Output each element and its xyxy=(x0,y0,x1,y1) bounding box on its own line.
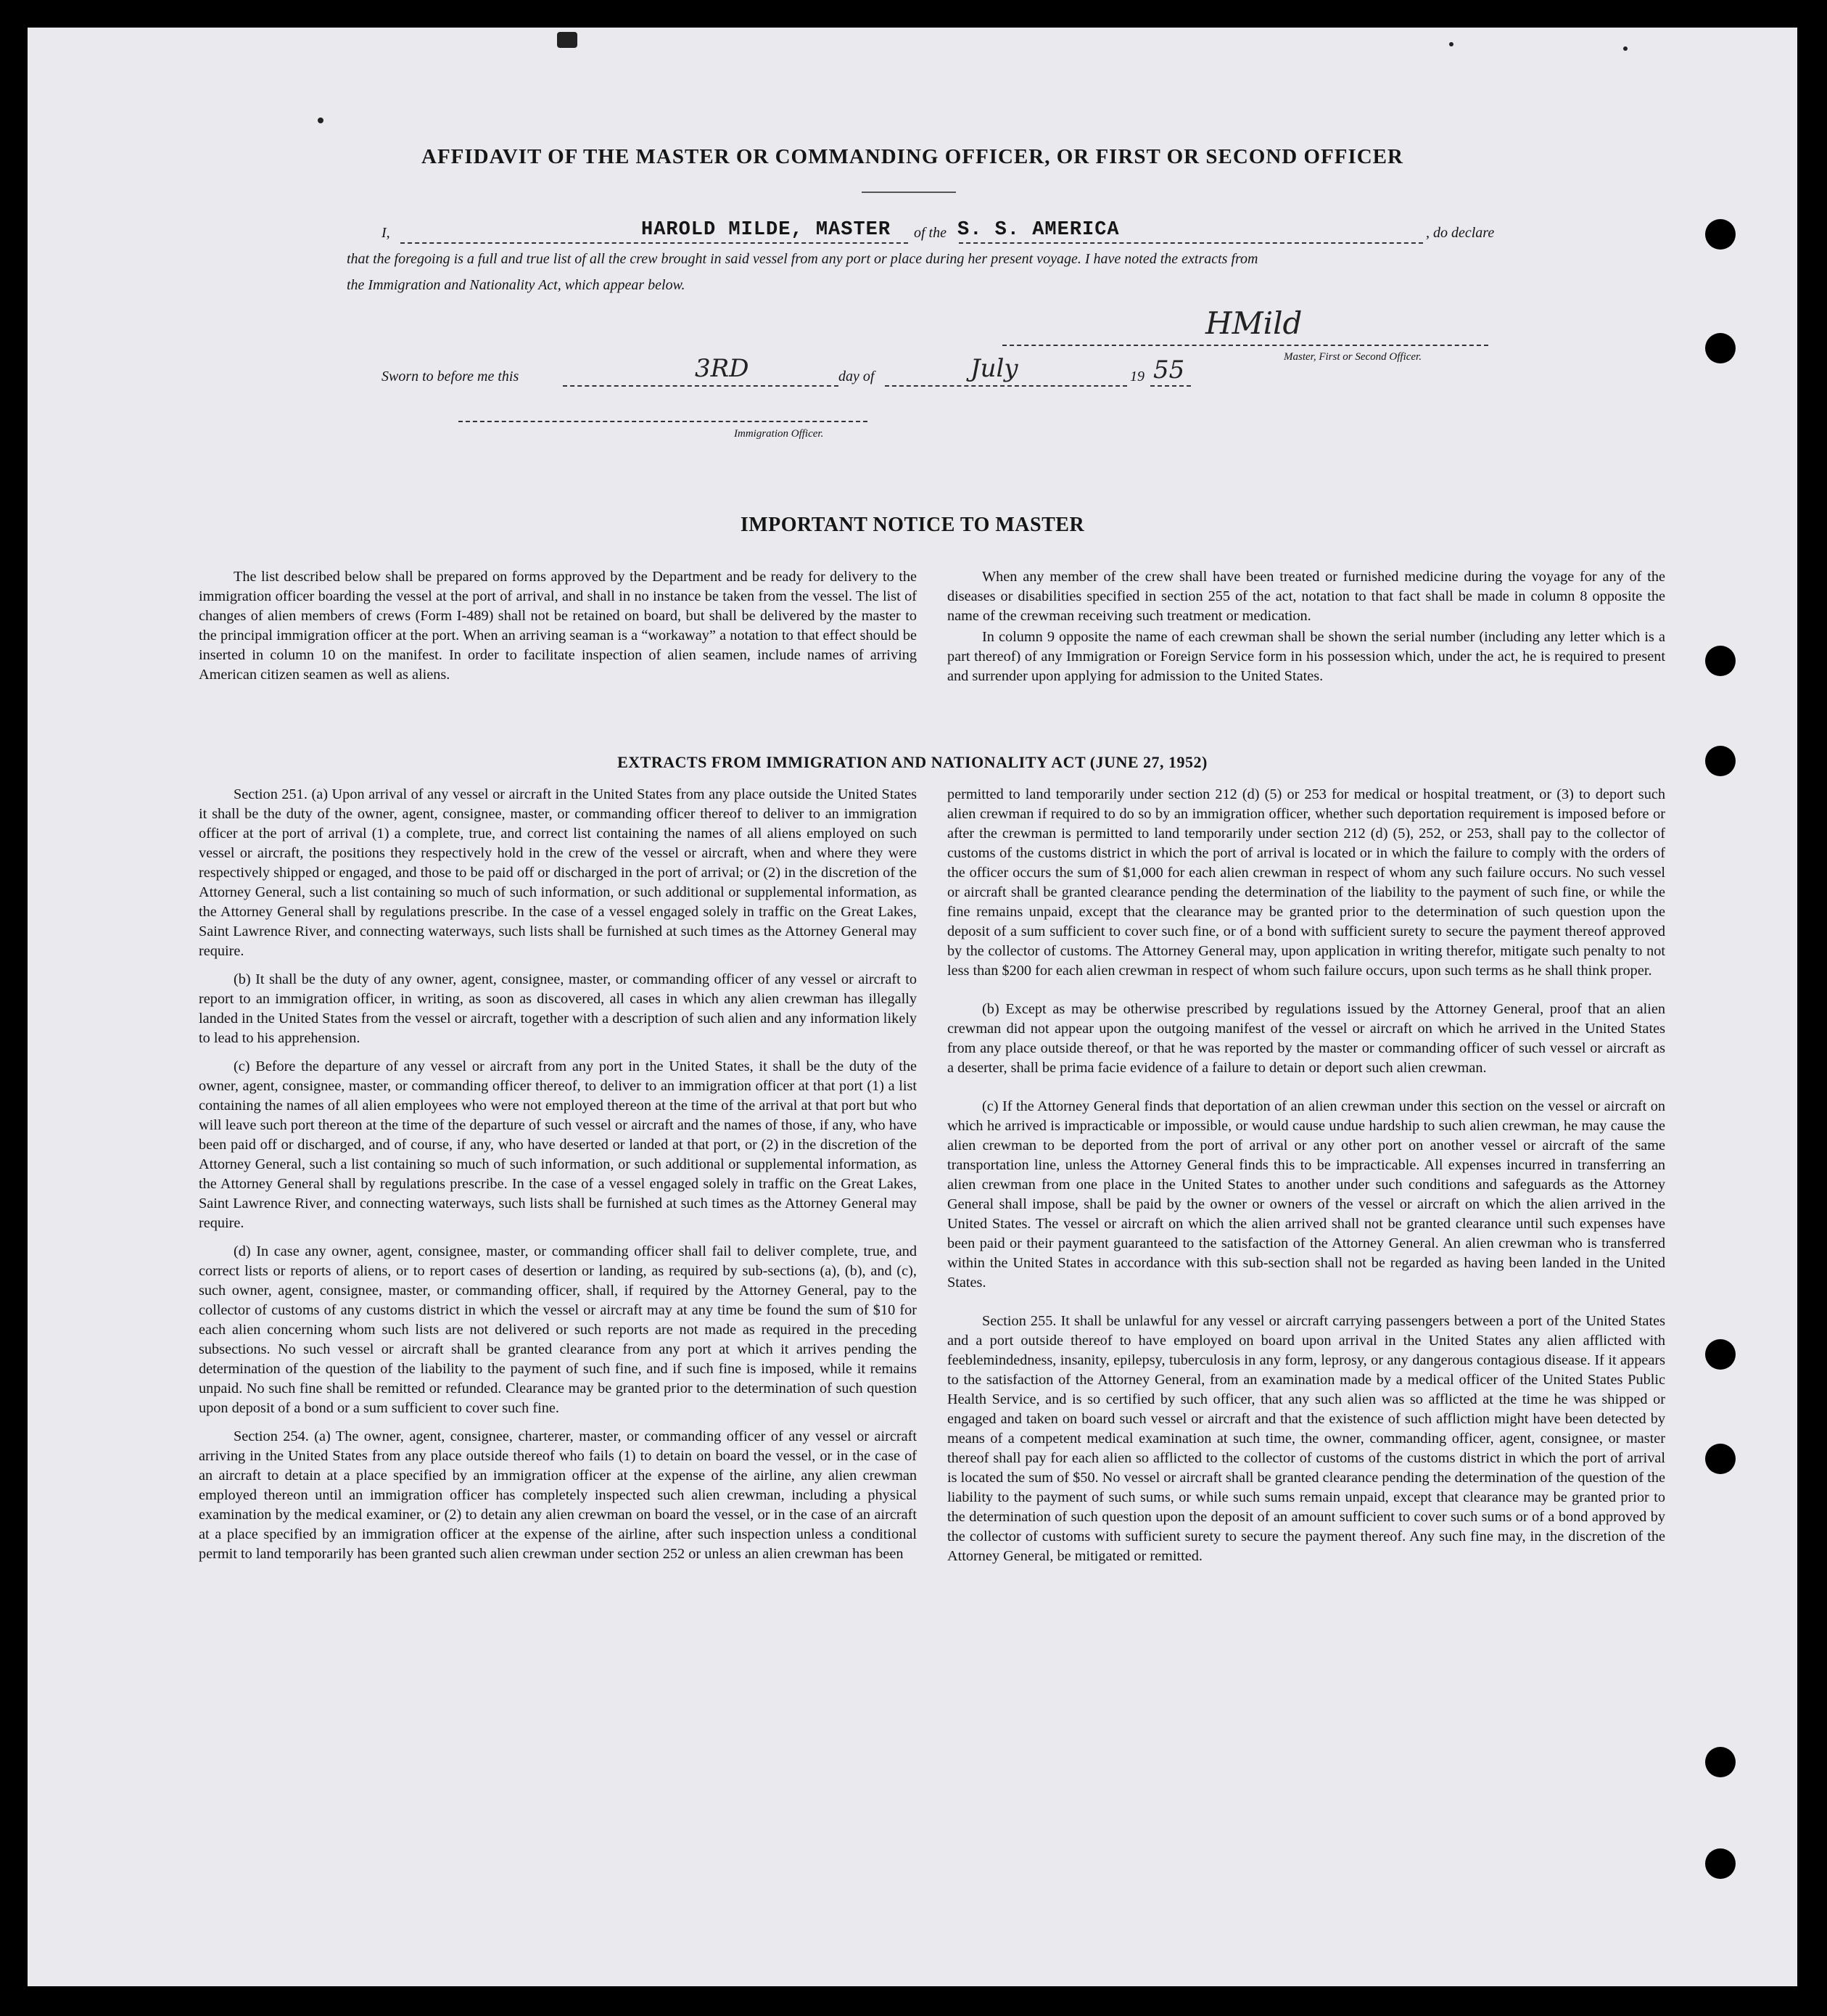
binder-hole xyxy=(1705,1848,1736,1879)
day-of-label: day of xyxy=(838,369,875,384)
signature-caption: Master, First or Second Officer. xyxy=(1284,351,1422,363)
notice-title: IMPORTANT NOTICE TO MASTER xyxy=(740,514,1085,536)
section-251-a: Section 251. (a) Upon arrival of any vessel or aircraft in the United States from any place outside the United States it shall be the duty of the owner, agent, consignee, master, or commanding officer thereof to deliver to an immigration officer at the port of arrival (1) a complete, true, and correct list containing the names of all aliens employed on such vessel or aircraft, the positions they respectively hold in the crew of the vessel or aircraft, when and where they were respectively shipped or engaged, and those to be paid off or discharged in the port of arrival; or (2) in the discretion of the Attorney General, such a list containing so much of such information, or such additional or supplemental information, as the Attorney General shall by regulations prescribe. In the case of a vessel engaged solely in traffic on the Great Lakes, Saint Lawrence River, and connecting waterways, such lists shall be furnished at such times as the Attorney General may require. xyxy=(199,786,917,959)
binder-hole xyxy=(1705,1444,1736,1474)
binder-hole xyxy=(1705,1339,1736,1370)
notice-right-column xyxy=(947,567,1665,692)
scan-speck xyxy=(1623,46,1628,51)
extracts-right-column xyxy=(947,785,1665,1575)
binder-hole xyxy=(1705,333,1736,363)
scan-speck xyxy=(557,32,577,48)
extracts-left-column xyxy=(199,785,917,1573)
title-rule xyxy=(862,192,956,193)
sworn-label: Sworn to before me this xyxy=(382,369,519,384)
section-254-a: Section 254. (a) The owner, agent, consignee, charterer, master, or commanding officer of any vessel or aircraft arriving in the United States from any place outside thereof who fails (1) to detain on board the vessel, or in the case of an aircraft to detain at a place specified by an immigration officer at the expense of the airline, any alien crewman employed thereon until an immigration officer has completely inspected such alien crewman, including a physical examination by the medical examiner, or (2) to detain any alien crewman on board the vessel, or in the case of an aircraft at a place specified by an immigration officer at the expense of the airline, after such inspection unless a conditional permit to land temporarily has been granted such alien crewman under section 252 or unless an alien crewman has been xyxy=(199,1428,917,1562)
section-251-c: (c) Before the departure of any vessel or aircraft from any port in the United States, it shall be the duty of the owner, agent, consignee, master, or commanding officer thereof, to deliver to an immigration officer at that port (1) a list containing the names of all alien employees who were not employed thereon at the time of the arrival at that port but who will leave such port thereon at the time of the departure of such vessel or aircraft and the names of those, if any, who have been paid off or discharged, and of course, if any, who have deserted or landed at that port, or (2) in the discretion of the Attorney General, such a list containing so much of such information, or such additional or supplemental information, as the Attorney General shall by regulations prescribe. In the case of a vessel engaged solely in traffic on the Great Lakes, Saint Lawrence River, and connecting waterways, such lists shall be furnished at such times as the Attorney General may require. xyxy=(199,1058,917,1231)
declaration-line-1: that the foregoing is a full and true list of all the crew brought in said vessel from any port or place during her present voyage. I have noted the extracts from xyxy=(347,251,1258,267)
year-line xyxy=(1150,385,1191,387)
vessel-name: S. S. AMERICA xyxy=(957,219,1120,241)
section-254-a-continued: permitted to land temporarily under section 212 (d) (5) or 253 for medical or hospital treatment, or (3) to deport such alien crewman if required to do so by an immigration officer, whether such deportation requirement is imposed before or after the crewman is permitted to land temporarily under section 212 (d) (5), 252, or 253, shall pay to the collector of customs of the customs district in which the port of arrival is located or in which the failure to comply with the orders of the officer occurs the sum of $1,000 for each alien crewman in respect of whom any such failure occurs. No such vessel or aircraft shall be granted clearance pending the determination of the liability to the payment of such fine, or while the fine remains unpaid, except that the clearance may be granted prior to the determination of such question upon the deposit of a sum sufficient to cover such fine, or of a bond with sufficient surety to secure the payment thereof approved by the collector of customs. The Attorney General may, upon application in writing therefor, mitigate such penalty to not less than $200 for each alien crewman in respect of whom such failure occurs, upon such terms as he shall think proper. xyxy=(947,786,1665,979)
officer-caption: Immigration Officer. xyxy=(734,428,824,440)
sworn-month: July xyxy=(970,354,1018,383)
document-page xyxy=(28,28,1797,1986)
section-251-d: (d) In case any owner, agent, consignee, master, or commanding officer shall fail to deliver complete, true, and correct lists or reports of aliens, or to report cases of desertion or landing, as required by sub-sections (a), (b), and (c), such owner, agent, consignee, master, or commanding officer, shall, if required by the Attorney General, pay to the collector of customs of any customs district in which the vessel or aircraft may at any time be found the sum of $10 for each alien concerning whom such lists are not delivered or such reports are not made as required in the preceding subsections. No such vessel or aircraft shall be granted clearance from any port at which it arrives pending the determination of the question of the liability to the payment of such fine, and if such fine is imposed, while it remains unpaid. No such fine shall be remitted or refunded. Clearance may be granted prior to the determination of such question upon deposit of a bond or a sum sufficient to cover such fine. xyxy=(199,1243,917,1416)
sworn-month-line xyxy=(885,385,1127,387)
sworn-day: 3RD xyxy=(695,354,749,383)
scan-speck xyxy=(1449,42,1453,46)
declaration-line-2: the Immigration and Nationality Act, which appear below. xyxy=(347,277,685,293)
section-254-b: (b) Except as may be otherwise prescribed by regulations issued by the Attorney General, proof that an alien crewman did not appear upon the outgoing manifest of the vessel or aircraft on which he arrived in the United States from any place outside thereof, or that he was reported by the master or commanding officer of such vessel or aircraft as a deserter, shall be prima facie evidence of a failure to detain or deport such alien crewman. xyxy=(947,1001,1665,1076)
notice-left-paragraph: The list described below shall be prepared on forms approved by the Department and be ready for delivery to the immigration officer boarding the vessel at the port of arrival, and shall in no instance be taken from the vessel. The list of changes of alien members of crews (Form I-489) shall not be retained on board, but shall be delivered by the master to the principal immigration officer at the port. When an arriving seaman is a “workaway” a notation to that effect should be inserted in column 10 on the manifest. In order to facilitate inspection of alien seamen, include names of arriving American citizen seamen as well as aliens. xyxy=(199,569,917,683)
officer-signature-line xyxy=(458,421,867,422)
section-255: Section 255. It shall be unlawful for any vessel or aircraft carrying passengers between a port of the United States and a port outside thereof to have employed on board upon arrival in the United States any alien afflicted with feeblemindedness, insanity, epilepsy, tuberculosis in any form, leprosy, or any dangerous contagious disease. If it appears to the satisfaction of the Attorney General, from an examination made by a medical officer of the United States Public Health Service, and is so certified by such officer, that any such alien was so afflicted at the time he was shipped or engaged and taken on board such vessel or aircraft and that the existence of such affliction might have been detected by means of a competent medical examination at such time, the owner, commanding officer, agent, consignee, or master thereof shall pay for each alien so afflicted to the collector of customs of the customs district in which the port of arrival is located the sum of $50. No vessel or aircraft shall be granted clearance pending the determination of the question of the liability to the payment of such sums, or while such sums remain unpaid, except that clearance may be granted prior to the determination of such question upon the deposit of an amount sufficient to cover such sums or of a bond approved by the collector of customs with sufficient surety to secure the payment thereof. Any such fine may, in the discretion of the Attorney General, be mitigated or remitted. xyxy=(947,1313,1665,1564)
binder-hole xyxy=(1705,646,1736,676)
binder-hole xyxy=(1705,219,1736,250)
of-the-label: of the xyxy=(914,225,947,241)
year-prefix: 19 xyxy=(1130,369,1145,384)
sworn-year: 55 xyxy=(1153,355,1185,384)
name-line xyxy=(400,242,908,244)
master-signature: HMild xyxy=(1205,305,1303,341)
notice-right-paragraph-1: When any member of the crew shall have been treated or furnished medicine during the voyage for any of the diseases or disabilities specified in section 255 of the act, notation to that fact shall be made in column 8 opposite the name of the crewman receiving such treatment or medication. xyxy=(947,569,1665,624)
scan-speck xyxy=(318,118,323,123)
binder-hole xyxy=(1705,1747,1736,1777)
affidavit-title: AFFIDAVIT OF THE MASTER OR COMMANDING OFFICER, OR FIRST OR SECOND OFFICER xyxy=(421,145,1403,168)
section-254-c: (c) If the Attorney General finds that deportation of an alien crewman under this section on the vessel or aircraft on which he arrived is impracticable or impossible, or would cause undue hardship to such alien crewman, he may cause the alien crewman to be deported from the port of arrival or any other port on another vessel or aircraft of the same transportation line, unless the Attorney General finds this to be impracticable. All expenses incurred in transferring an alien crewman from one place in the United States to another under such conditions and safeguards as the Attorney General shall impose, shall be paid by the owner or owners of the vessel or aircraft on which the alien arrived in the United States. The vessel or aircraft on which the alien arrived shall not be granted clearance until such expenses have been paid or their payment guaranteed to the satisfaction of the Attorney General. An alien crewman who is transferred within the United States in accordance with this sub-section shall not be regarded as having been landed in the United States. xyxy=(947,1098,1665,1291)
notice-left-column xyxy=(199,567,917,694)
i-label: I, xyxy=(382,225,390,241)
signature-line xyxy=(1002,345,1488,346)
notice-right-paragraph-2: In column 9 opposite the name of each crewman shall be shown the serial number (including any letter which is a part thereof) of any Immigration or Foreign Service form in his possession which, under the act, he is required to present and surrender upon applying for admission to the United States. xyxy=(947,629,1665,684)
sworn-day-line xyxy=(563,385,838,387)
section-251-b: (b) It shall be the duty of any owner, agent, consignee, master, or commanding officer of any vessel or aircraft to report to an immigration officer, in writing, as soon as discovered, all cases in which any alien crewman has illegally landed in the United States from the vessel or aircraft, together with a description of such alien and any information likely to lead to his apprehension. xyxy=(199,971,917,1046)
master-name: HAROLD MILDE, MASTER xyxy=(641,219,891,241)
do-declare-label: , do declare xyxy=(1426,225,1495,241)
extracts-title: EXTRACTS FROM IMMIGRATION AND NATIONALITY ACT (JUNE 27, 1952) xyxy=(617,753,1208,771)
vessel-line xyxy=(959,242,1423,244)
